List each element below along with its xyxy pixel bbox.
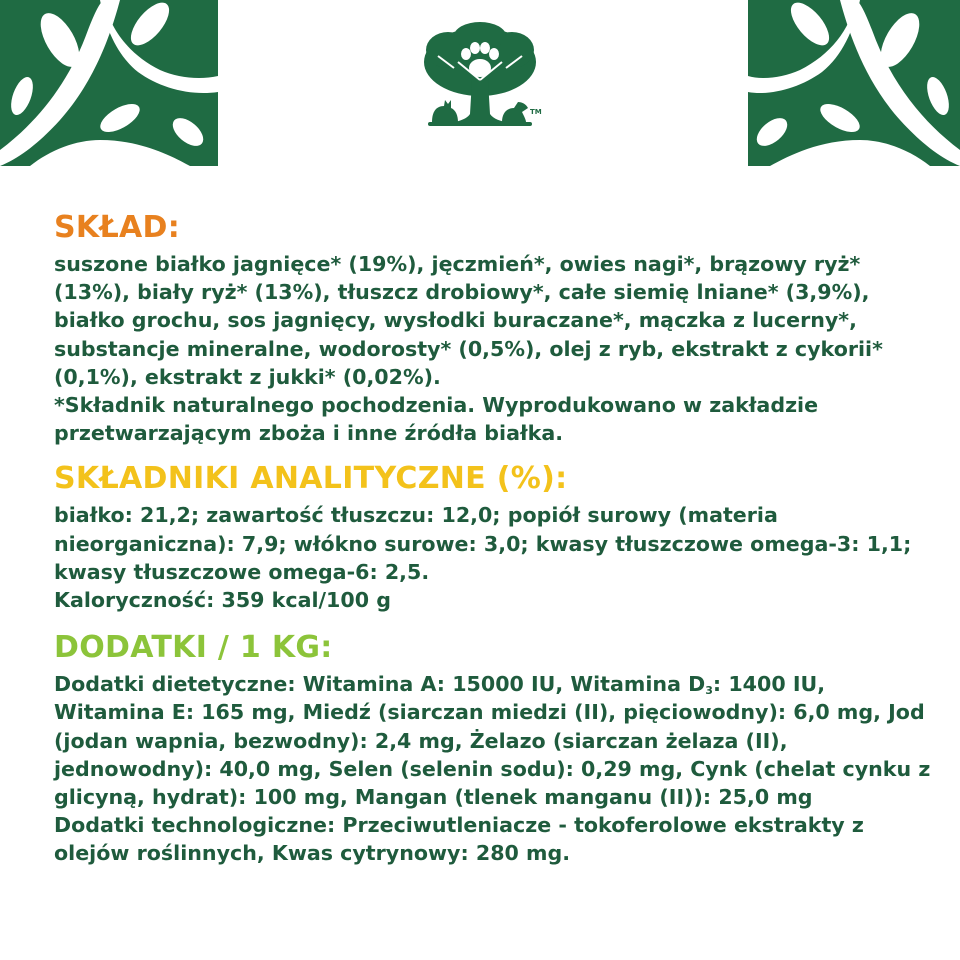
header-band <box>0 0 960 166</box>
analytical-text <box>54 501 934 614</box>
vitamin-d-subscript: 3 <box>705 684 713 698</box>
analytical-title: SKŁADNIKI ANALITYCZNE (%): <box>54 461 568 497</box>
leaf-pattern-right-icon <box>748 0 960 166</box>
additives-title: DODATKI / 1 KG: <box>54 630 333 666</box>
analytical-values: białko: 21,2; zawartość tłuszczu: 12,0; popiół surowy (materia nieorganiczna): 7,9; włókno surowe: 3,0; kwasy tłuszczowe omega-3: 1,1; kwasy tłuszczowe omega-6: 2,5. <box>54 503 912 584</box>
composition-title: SKŁAD: <box>54 210 181 245</box>
dietetic-additives-rest: : 1400 IU, Witamina E: 165 mg, Miedź (siarczan miedzi (II), pięciowodny): 6,0 mg, Jod (jodan wapnia, bezwodny): 2,4 mg, Żelazo (siarczan żelaza (II), jednowodny): 40,0 mg, Selen (selenin sodu): 0,29 mg, Cynk (chelat cynku z glicyną, hydrat): 100 mg, Mangan (tlenek manganu (II)): 25,0 mg <box>54 672 931 810</box>
composition-note: *Składnik naturalnego pochodzenia. Wyprodukowano w zakładzie przetwarzającym zboża i inne źródła białka. <box>54 393 819 446</box>
tree-with-paw-cat-dog-icon <box>418 22 542 130</box>
composition-text <box>54 250 934 447</box>
technological-additives: Dodatki technologiczne: Przeciwutleniacze - tokoferolowe ekstrakty z olejów roślinnych, Kwas cytrynowy: 280 mg. <box>54 813 864 866</box>
dietetic-additives-start: Dodatki dietetyczne: Witamina A: 15000 IU, Witamina D <box>54 672 706 697</box>
composition-ingredients: suszone białko jagnięce* (19%), jęczmień*, owies nagi*, brązowy ryż* (13%), biały ryż* (13%), tłuszcz drobiowy*, całe siemię lniane* (3,9%), białko grochu, sos jagnięcy, wysłodki buraczane*, mączka z lucerny*, substancje mineralne, wodorosty* (0,5%), olej z ryb, ekstrakt z cykorii* (0,1%), ekstrakt z jukki* (0,02%). <box>54 252 883 389</box>
calories: Kaloryczność: 359 kcal/100 g <box>54 588 391 613</box>
leaf-pattern-left-icon <box>0 0 218 166</box>
trademark: TM <box>530 108 542 116</box>
content <box>54 208 934 868</box>
additives-text <box>54 670 934 867</box>
